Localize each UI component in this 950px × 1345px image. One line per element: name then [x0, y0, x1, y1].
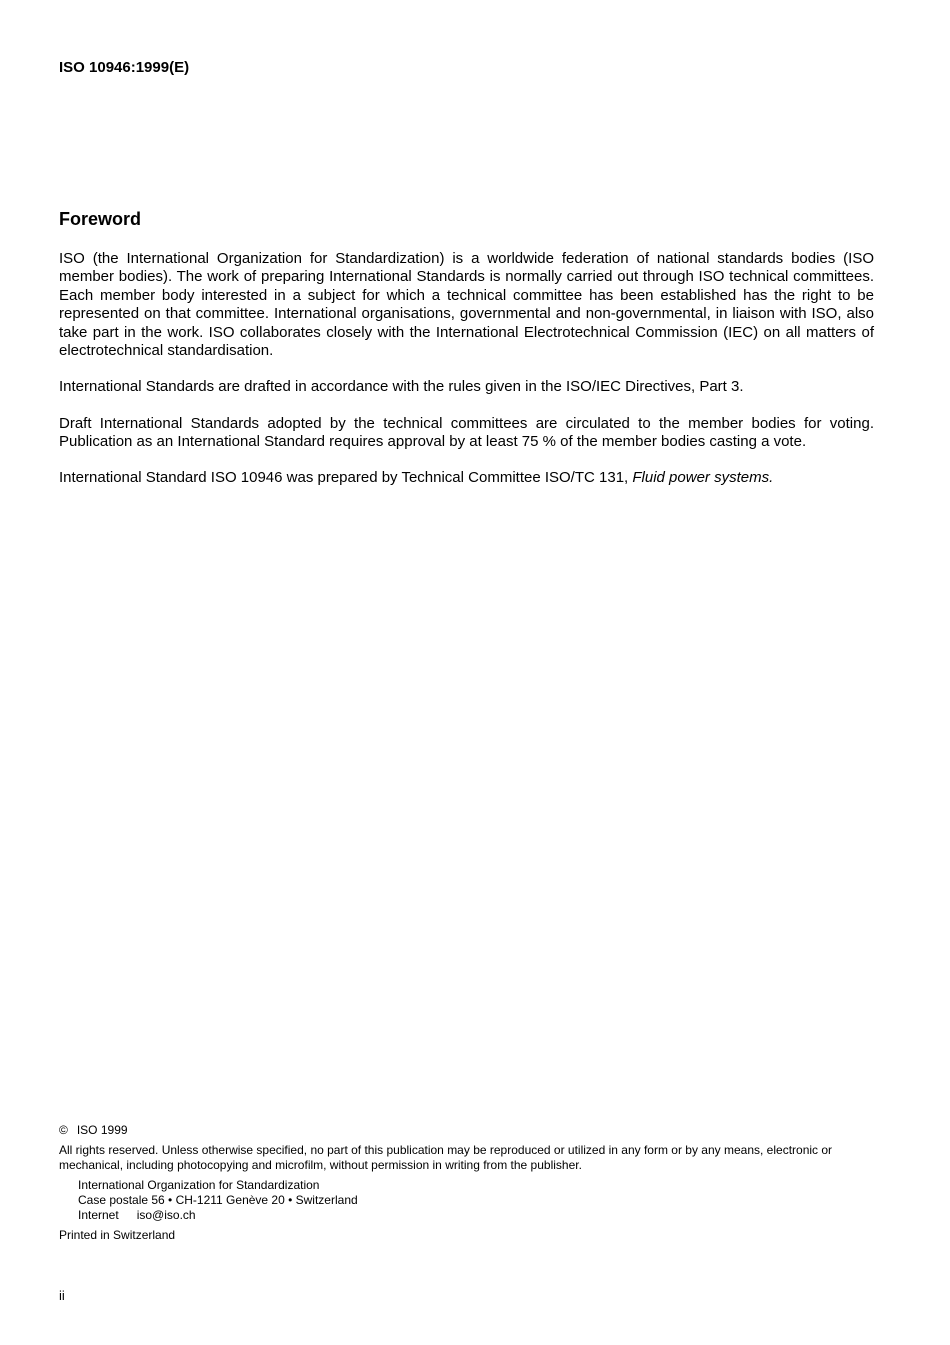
internet-label: Internet — [78, 1208, 119, 1222]
address-line-2: Case postale 56 • CH-1211 Genève 20 • Switzerland — [78, 1193, 358, 1207]
paragraph-4-text: International Standard ISO 10946 was prepared by Technical Committee ISO/TC 131, — [59, 469, 633, 486]
publisher-address — [78, 1178, 358, 1223]
copyright-text: ISO 1999 — [76, 1123, 128, 1137]
copyright-notice — [59, 1123, 874, 1138]
page-number: ii — [59, 1288, 65, 1303]
foreword-paragraph-4 — [59, 469, 874, 487]
rights-statement: All rights reserved. Unless otherwise specified, no part of this publication may be reproduced or utilized in any form or by any means, electronic or mechanical, including photocopying and microfilm, without permission in writing from the publisher. — [59, 1143, 833, 1172]
address-line-1: International Organization for Standardization — [78, 1178, 320, 1192]
foreword-paragraph-1: ISO (the International Organization for Standardization) is a worldwide federation of national standards bodies (ISO member bodies). The work of preparing International Standards is normally carried out through ISO technical committees. Each member body interested in a subject for which a technical committee has been established has the right to be represented on that committee. International organisations, governmental and non-governmental, in liaison with ISO, also take part in the work. ISO collaborates closely with the International Electrotechnical Commission (IEC) on all matters of electrotechnical standardisation. — [59, 250, 874, 360]
printed-location: Printed in Switzerland — [59, 1228, 176, 1242]
internet-email: iso@iso.ch — [136, 1208, 196, 1222]
committee-title: Fluid power systems. — [632, 469, 774, 486]
foreword-heading: Foreword — [59, 209, 142, 229]
copyright-symbol: © — [59, 1123, 68, 1137]
foreword-paragraph-3: Draft International Standards adopted by the technical committees are circulated to the member bodies for voting. Publication as an International Standard requires approval by at least 75 % of the member bodies casting a vote. — [59, 415, 874, 451]
internet-line — [78, 1208, 358, 1223]
foreword-paragraph-2: International Standards are drafted in accordance with the rules given in the ISO/IEC Directives, Part 3. — [59, 378, 744, 395]
document-identifier: ISO 10946:1999(E) — [59, 59, 190, 76]
